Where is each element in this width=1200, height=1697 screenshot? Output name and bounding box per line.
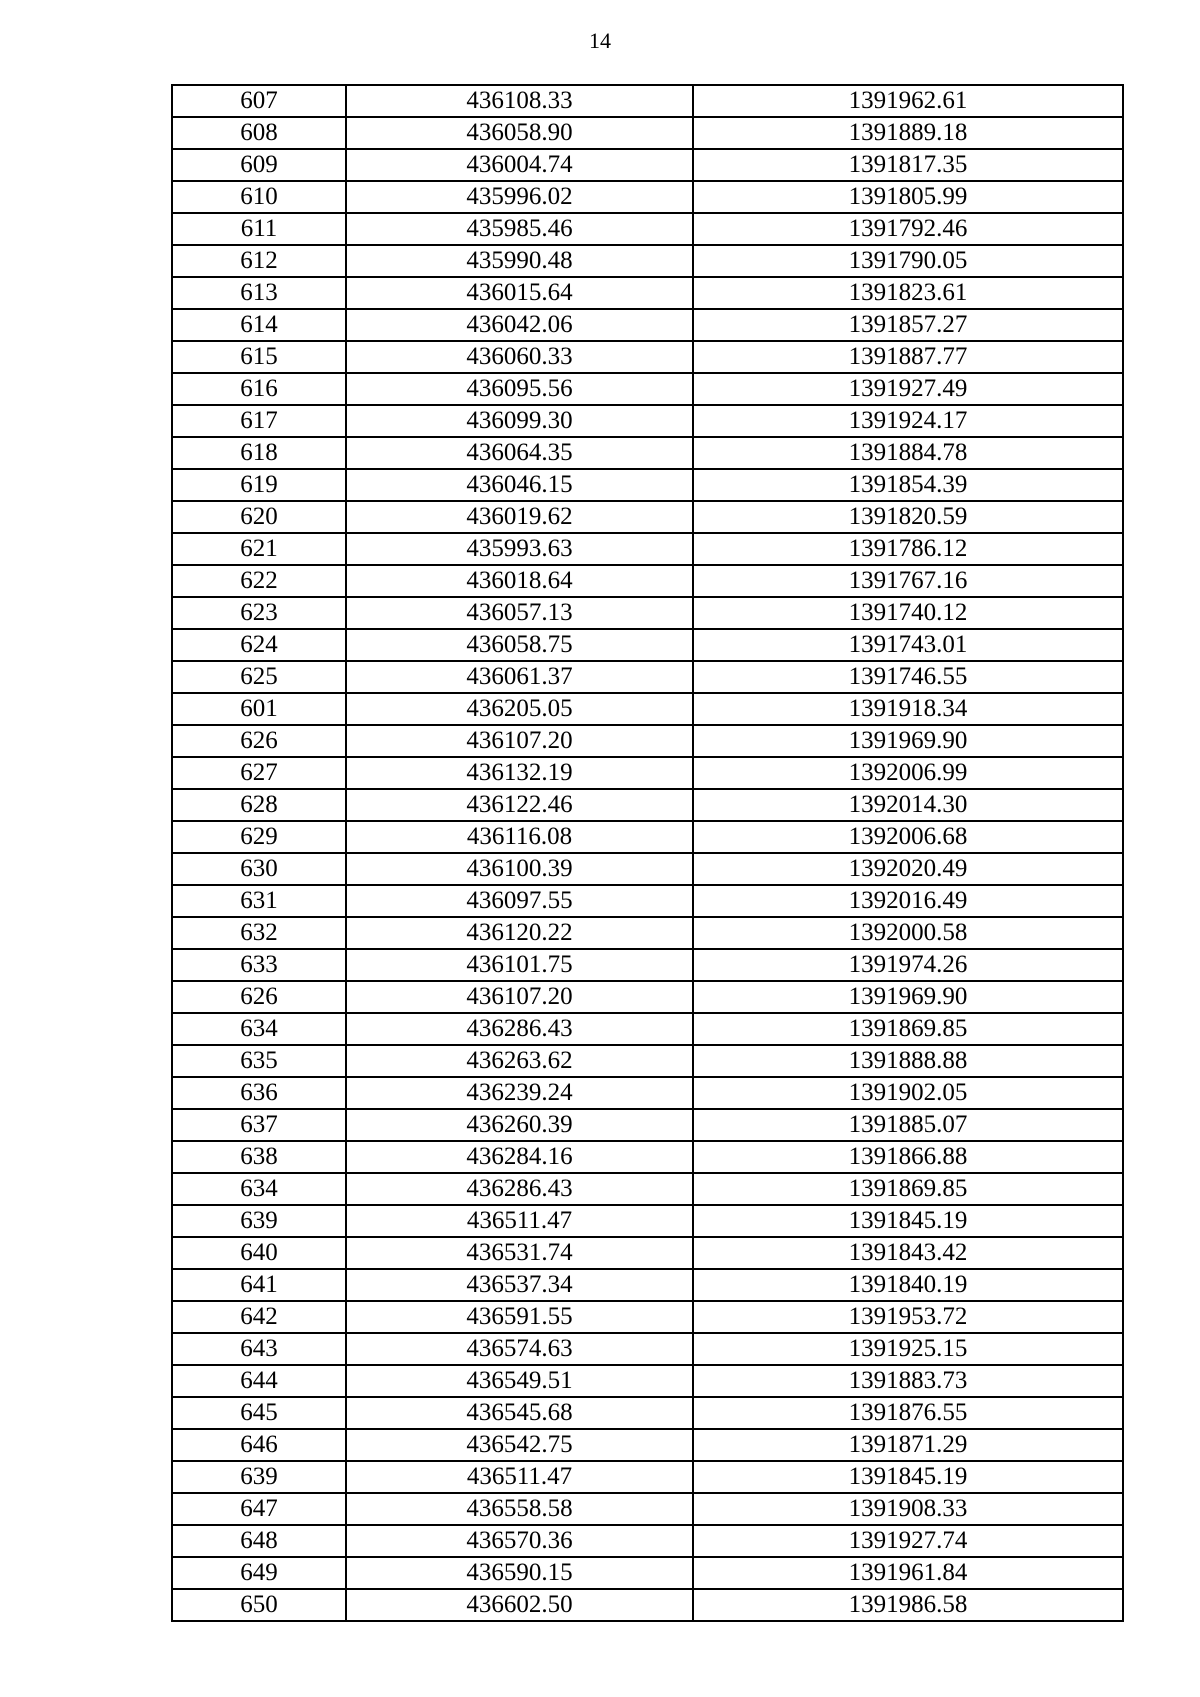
point-number-cell: 649 [172, 1557, 346, 1589]
y-coordinate-cell: 1391902.05 [693, 1077, 1123, 1109]
y-coordinate-cell: 1391743.01 [693, 629, 1123, 661]
table-row [172, 1589, 1123, 1621]
point-number-cell: 608 [172, 117, 346, 149]
x-coordinate-cell: 436602.50 [346, 1589, 693, 1621]
x-coordinate-cell: 436239.24 [346, 1077, 693, 1109]
x-coordinate-cell: 435990.48 [346, 245, 693, 277]
point-number-cell: 601 [172, 693, 346, 725]
x-coordinate-cell: 436057.13 [346, 597, 693, 629]
point-number-cell: 626 [172, 725, 346, 757]
x-coordinate-cell: 436097.55 [346, 885, 693, 917]
x-coordinate-cell: 436015.64 [346, 277, 693, 309]
y-coordinate-cell: 1391969.90 [693, 981, 1123, 1013]
y-coordinate-cell: 1391857.27 [693, 309, 1123, 341]
y-coordinate-cell: 1391927.49 [693, 373, 1123, 405]
x-coordinate-cell: 436058.75 [346, 629, 693, 661]
table-row [172, 1333, 1123, 1365]
table-row [172, 277, 1123, 309]
x-coordinate-cell: 436099.30 [346, 405, 693, 437]
y-coordinate-cell: 1391885.07 [693, 1109, 1123, 1141]
y-coordinate-cell: 1391786.12 [693, 533, 1123, 565]
x-coordinate-cell: 436537.34 [346, 1269, 693, 1301]
point-number-cell: 611 [172, 213, 346, 245]
point-number-cell: 607 [172, 85, 346, 117]
y-coordinate-cell: 1391986.58 [693, 1589, 1123, 1621]
table-row [172, 597, 1123, 629]
point-number-cell: 636 [172, 1077, 346, 1109]
x-coordinate-cell: 436284.16 [346, 1141, 693, 1173]
table-row [172, 1173, 1123, 1205]
point-number-cell: 631 [172, 885, 346, 917]
table-row [172, 1301, 1123, 1333]
x-coordinate-cell: 436107.20 [346, 981, 693, 1013]
point-number-cell: 644 [172, 1365, 346, 1397]
point-number-cell: 626 [172, 981, 346, 1013]
x-coordinate-cell: 436046.15 [346, 469, 693, 501]
point-number-cell: 609 [172, 149, 346, 181]
point-number-cell: 643 [172, 1333, 346, 1365]
point-number-cell: 617 [172, 405, 346, 437]
point-number-cell: 637 [172, 1109, 346, 1141]
y-coordinate-cell: 1391854.39 [693, 469, 1123, 501]
point-number-cell: 616 [172, 373, 346, 405]
table-row [172, 1557, 1123, 1589]
y-coordinate-cell: 1391962.61 [693, 85, 1123, 117]
point-number-cell: 634 [172, 1013, 346, 1045]
table-row [172, 1525, 1123, 1557]
table-row [172, 725, 1123, 757]
y-coordinate-cell: 1391876.55 [693, 1397, 1123, 1429]
point-number-cell: 623 [172, 597, 346, 629]
y-coordinate-cell: 1391820.59 [693, 501, 1123, 533]
y-coordinate-cell: 1391792.46 [693, 213, 1123, 245]
x-coordinate-cell: 436549.51 [346, 1365, 693, 1397]
y-coordinate-cell: 1392016.49 [693, 885, 1123, 917]
x-coordinate-cell: 436511.47 [346, 1461, 693, 1493]
table-row [172, 789, 1123, 821]
y-coordinate-cell: 1392006.99 [693, 757, 1123, 789]
table-row [172, 405, 1123, 437]
point-number-cell: 628 [172, 789, 346, 821]
table-row [172, 917, 1123, 949]
table-row [172, 501, 1123, 533]
x-coordinate-cell: 435996.02 [346, 181, 693, 213]
point-number-cell: 639 [172, 1461, 346, 1493]
table-row [172, 853, 1123, 885]
table-row [172, 1493, 1123, 1525]
table-row [172, 661, 1123, 693]
table-row [172, 629, 1123, 661]
table-row [172, 1045, 1123, 1077]
point-number-cell: 621 [172, 533, 346, 565]
y-coordinate-cell: 1391840.19 [693, 1269, 1123, 1301]
y-coordinate-cell: 1391843.42 [693, 1237, 1123, 1269]
point-number-cell: 624 [172, 629, 346, 661]
point-number-cell: 632 [172, 917, 346, 949]
y-coordinate-cell: 1391888.88 [693, 1045, 1123, 1077]
point-number-cell: 615 [172, 341, 346, 373]
point-number-cell: 638 [172, 1141, 346, 1173]
table-row [172, 1205, 1123, 1237]
table-row [172, 213, 1123, 245]
coordinates-table [171, 84, 1124, 1622]
x-coordinate-cell: 436511.47 [346, 1205, 693, 1237]
y-coordinate-cell: 1391925.15 [693, 1333, 1123, 1365]
x-coordinate-cell: 436058.90 [346, 117, 693, 149]
y-coordinate-cell: 1391740.12 [693, 597, 1123, 629]
y-coordinate-cell: 1391884.78 [693, 437, 1123, 469]
y-coordinate-cell: 1391823.61 [693, 277, 1123, 309]
x-coordinate-cell: 436101.75 [346, 949, 693, 981]
table-row [172, 757, 1123, 789]
y-coordinate-cell: 1391869.85 [693, 1013, 1123, 1045]
y-coordinate-cell: 1391969.90 [693, 725, 1123, 757]
point-number-cell: 647 [172, 1493, 346, 1525]
x-coordinate-cell: 436574.63 [346, 1333, 693, 1365]
point-number-cell: 645 [172, 1397, 346, 1429]
table-row [172, 469, 1123, 501]
x-coordinate-cell: 436132.19 [346, 757, 693, 789]
point-number-cell: 635 [172, 1045, 346, 1077]
point-number-cell: 625 [172, 661, 346, 693]
x-coordinate-cell: 436100.39 [346, 853, 693, 885]
table-row [172, 437, 1123, 469]
y-coordinate-cell: 1391805.99 [693, 181, 1123, 213]
point-number-cell: 634 [172, 1173, 346, 1205]
y-coordinate-cell: 1392020.49 [693, 853, 1123, 885]
point-number-cell: 618 [172, 437, 346, 469]
x-coordinate-cell: 436205.05 [346, 693, 693, 725]
x-coordinate-cell: 436019.62 [346, 501, 693, 533]
y-coordinate-cell: 1391927.74 [693, 1525, 1123, 1557]
point-number-cell: 646 [172, 1429, 346, 1461]
table-row [172, 821, 1123, 853]
x-coordinate-cell: 436590.15 [346, 1557, 693, 1589]
point-number-cell: 629 [172, 821, 346, 853]
y-coordinate-cell: 1391869.85 [693, 1173, 1123, 1205]
coordinates-table-body [172, 85, 1123, 1621]
x-coordinate-cell: 436061.37 [346, 661, 693, 693]
table-row [172, 981, 1123, 1013]
table-row [172, 341, 1123, 373]
table-row [172, 565, 1123, 597]
point-number-cell: 630 [172, 853, 346, 885]
y-coordinate-cell: 1391961.84 [693, 1557, 1123, 1589]
x-coordinate-cell: 436004.74 [346, 149, 693, 181]
y-coordinate-cell: 1391845.19 [693, 1205, 1123, 1237]
point-number-cell: 639 [172, 1205, 346, 1237]
point-number-cell: 620 [172, 501, 346, 533]
x-coordinate-cell: 435993.63 [346, 533, 693, 565]
table-row [172, 1141, 1123, 1173]
table-row [172, 1109, 1123, 1141]
table-row [172, 1269, 1123, 1301]
table-row [172, 1237, 1123, 1269]
y-coordinate-cell: 1391817.35 [693, 149, 1123, 181]
x-coordinate-cell: 436122.46 [346, 789, 693, 821]
y-coordinate-cell: 1391889.18 [693, 117, 1123, 149]
x-coordinate-cell: 436064.35 [346, 437, 693, 469]
y-coordinate-cell: 1391790.05 [693, 245, 1123, 277]
x-coordinate-cell: 436260.39 [346, 1109, 693, 1141]
table-row [172, 1397, 1123, 1429]
y-coordinate-cell: 1391953.72 [693, 1301, 1123, 1333]
x-coordinate-cell: 436116.08 [346, 821, 693, 853]
y-coordinate-cell: 1391918.34 [693, 693, 1123, 725]
table-row [172, 1077, 1123, 1109]
x-coordinate-cell: 435985.46 [346, 213, 693, 245]
y-coordinate-cell: 1392006.68 [693, 821, 1123, 853]
x-coordinate-cell: 436263.62 [346, 1045, 693, 1077]
x-coordinate-cell: 436286.43 [346, 1173, 693, 1205]
x-coordinate-cell: 436542.75 [346, 1429, 693, 1461]
y-coordinate-cell: 1391767.16 [693, 565, 1123, 597]
table-row [172, 117, 1123, 149]
table-row [172, 1013, 1123, 1045]
x-coordinate-cell: 436042.06 [346, 309, 693, 341]
table-row [172, 949, 1123, 981]
table-row [172, 85, 1123, 117]
table-row [172, 693, 1123, 725]
y-coordinate-cell: 1391746.55 [693, 661, 1123, 693]
x-coordinate-cell: 436570.36 [346, 1525, 693, 1557]
table-row [172, 245, 1123, 277]
y-coordinate-cell: 1391871.29 [693, 1429, 1123, 1461]
point-number-cell: 622 [172, 565, 346, 597]
table-row [172, 1461, 1123, 1493]
x-coordinate-cell: 436107.20 [346, 725, 693, 757]
y-coordinate-cell: 1391887.77 [693, 341, 1123, 373]
point-number-cell: 642 [172, 1301, 346, 1333]
table-row [172, 309, 1123, 341]
point-number-cell: 640 [172, 1237, 346, 1269]
y-coordinate-cell: 1391974.26 [693, 949, 1123, 981]
page-number: 14 [589, 28, 611, 53]
point-number-cell: 627 [172, 757, 346, 789]
table-row [172, 533, 1123, 565]
y-coordinate-cell: 1391883.73 [693, 1365, 1123, 1397]
x-coordinate-cell: 436120.22 [346, 917, 693, 949]
point-number-cell: 641 [172, 1269, 346, 1301]
y-coordinate-cell: 1392014.30 [693, 789, 1123, 821]
x-coordinate-cell: 436060.33 [346, 341, 693, 373]
point-number-cell: 650 [172, 1589, 346, 1621]
point-number-cell: 614 [172, 309, 346, 341]
table-row [172, 885, 1123, 917]
x-coordinate-cell: 436558.58 [346, 1493, 693, 1525]
y-coordinate-cell: 1392000.58 [693, 917, 1123, 949]
point-number-cell: 633 [172, 949, 346, 981]
table-row [172, 373, 1123, 405]
point-number-cell: 619 [172, 469, 346, 501]
x-coordinate-cell: 436018.64 [346, 565, 693, 597]
point-number-cell: 612 [172, 245, 346, 277]
table-row [172, 181, 1123, 213]
point-number-cell: 610 [172, 181, 346, 213]
x-coordinate-cell: 436545.68 [346, 1397, 693, 1429]
x-coordinate-cell: 436531.74 [346, 1237, 693, 1269]
x-coordinate-cell: 436591.55 [346, 1301, 693, 1333]
point-number-cell: 613 [172, 277, 346, 309]
y-coordinate-cell: 1391845.19 [693, 1461, 1123, 1493]
x-coordinate-cell: 436095.56 [346, 373, 693, 405]
table-row [172, 1365, 1123, 1397]
y-coordinate-cell: 1391908.33 [693, 1493, 1123, 1525]
table-row [172, 149, 1123, 181]
y-coordinate-cell: 1391866.88 [693, 1141, 1123, 1173]
y-coordinate-cell: 1391924.17 [693, 405, 1123, 437]
table-row [172, 1429, 1123, 1461]
x-coordinate-cell: 436108.33 [346, 85, 693, 117]
x-coordinate-cell: 436286.43 [346, 1013, 693, 1045]
point-number-cell: 648 [172, 1525, 346, 1557]
